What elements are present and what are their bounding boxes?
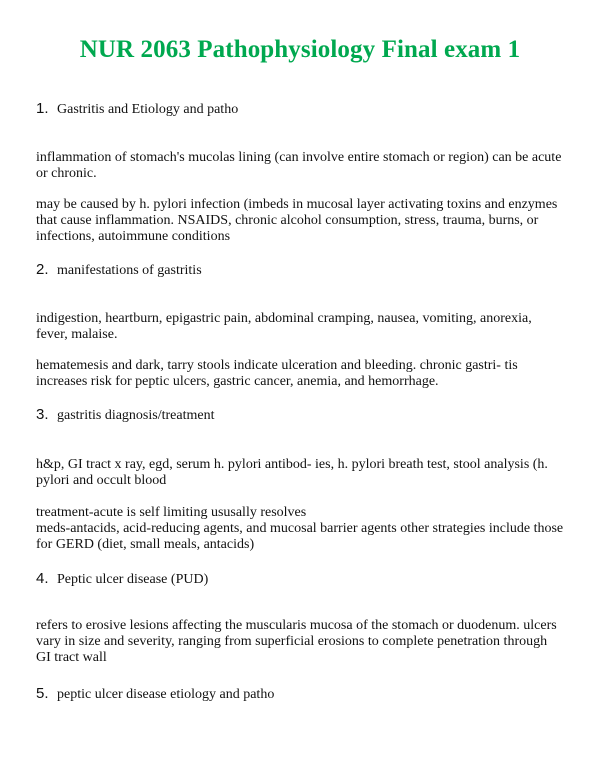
- question-3-paragraph-2: treatment-acute is self limiting ususally resolves: [36, 505, 307, 520]
- question-2-text: manifestations of gastritis: [57, 263, 202, 278]
- question-2-paragraph-2: hematemesis and dark, tarry stools indicate ulceration and bleeding. chronic gastri- tis increases risk for peptic ulcers, gastric cancer, anemia, and hemorrhage.: [36, 358, 518, 389]
- question-4-number: 4.: [36, 570, 49, 587]
- question-1-number: 1.: [36, 100, 49, 117]
- question-5-number: 5.: [36, 685, 49, 702]
- question-3-text: gastritis diagnosis/treatment: [57, 408, 215, 423]
- question-1-paragraph-1: inflammation of stomach's mucolas lining (can involve entire stomach or region) can be acute or chronic.: [36, 150, 562, 181]
- question-4-heading: [36, 570, 208, 589]
- question-5-text: peptic ulcer disease etiology and patho: [57, 687, 275, 702]
- question-3-heading: [36, 406, 214, 425]
- question-4-paragraph-1: refers to erosive lesions affecting the muscularis mucosa of the stomach or duodenum. ulcers vary in size and severity, ranging from superficial erosions to complete penetration through GI tract wall: [36, 618, 557, 665]
- question-3-number: 3.: [36, 406, 49, 423]
- question-3-paragraph-3: meds-antacids, acid-reducing agents, and mucosal barrier agents other strategies include those for GERD (diet, small meals, antacids): [36, 521, 564, 552]
- question-1-text: Gastritis and Etiology and patho: [57, 102, 239, 117]
- question-5-heading: [36, 685, 274, 704]
- question-3-paragraph-1: h&p, GI tract x ray, egd, serum h. pylori antibod- ies, h. pylori breath test, stool analysis (h. pylori and occult blood: [36, 457, 548, 488]
- question-1-paragraph-2: may be caused by h. pylori infection (imbeds in mucosal layer activating toxins and enzymes that cause inflammation. NSAIDS, chronic alcohol consumption, stress, trauma, burns, or infections, autoimmune conditions: [36, 197, 558, 244]
- document-title: NUR 2063 Pathophysiology Final exam 1: [79, 36, 521, 63]
- question-2-heading: [36, 261, 202, 280]
- question-2-paragraph-1: indigestion, heartburn, epigastric pain, abdominal cramping, nausea, vomiting, anorexia, fever, malaise.: [36, 311, 532, 342]
- question-2-number: 2.: [36, 261, 49, 278]
- question-1-heading: [36, 100, 238, 119]
- question-4-text: Peptic ulcer disease (PUD): [57, 572, 209, 587]
